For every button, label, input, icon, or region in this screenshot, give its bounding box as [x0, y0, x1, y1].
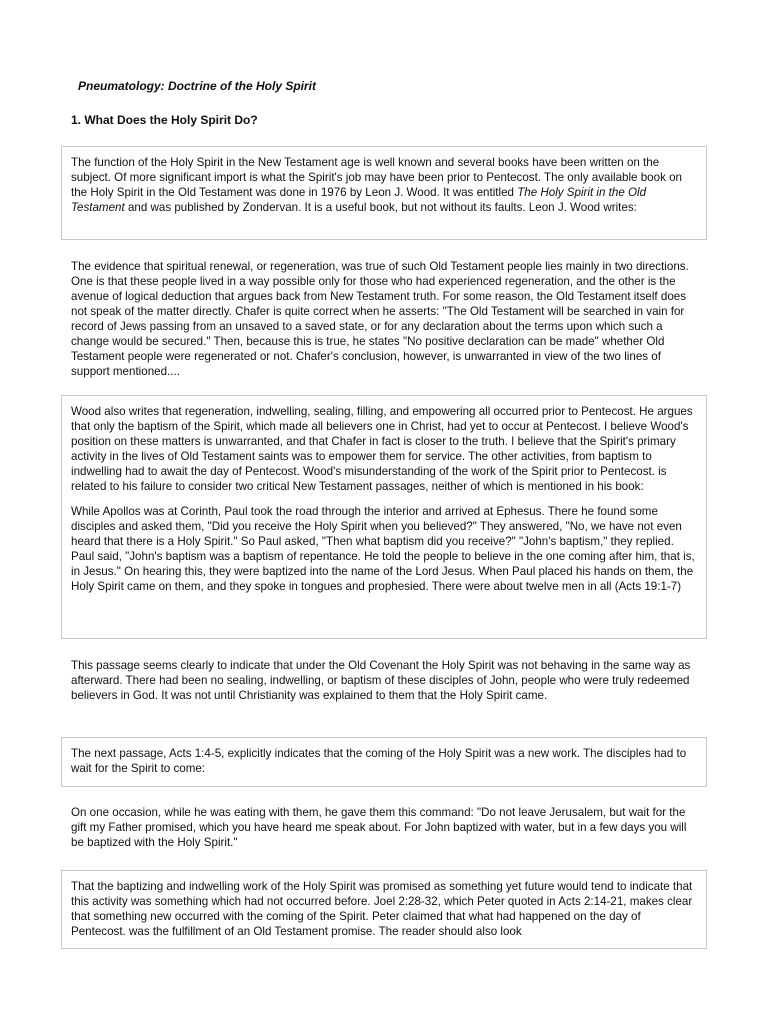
book-title: The Holy Spirit in the Old Testament	[71, 186, 647, 214]
pentecost-box	[61, 870, 707, 949]
argument-paragraph: Wood also writes that regeneration, indwelling, sealing, filling, and empowering all occurred prior to Pentecost. He argues that only the baptism of the Spirit, which made all believers one in Christ, had yet to occur at Pentecost. I believe Wood's position on these matters is unwarranted, and that Chafer in fact is closer to the truth. I believe that the Spirit's primary activity in the lives of Old Testament saints was to empower them for service. The other activities, from baptism to indwelling had to await the day of Pentecost. Wood's misunderstanding of the work of the Spirit prior to Pentecost. is related to his failure to consider two critical New Testament passages, neither of which is mentioned in his book:	[71, 405, 693, 493]
document-title: Pneumatology: Doctrine of the Holy Spirit	[78, 79, 317, 93]
intro-paragraph	[71, 155, 697, 215]
wood-quote	[61, 259, 707, 379]
intro-text-before: The function of the Holy Spirit in the New Testament age is well known and several books have been written on the subject. Of more significant import is what the Spirit's job may have been prior to Pentecost. The only available book on the Holy Spirit in the Old Testament was done in 1976 by Leon J. Wood. It was entitled	[71, 156, 682, 199]
old-covenant-text: This passage seems clearly to indicate that under the Old Covenant the Holy Spirit was not behaving in the same way as afterward. There had been no sealing, indwelling, or baptism of these disciples of John, people who were truly redeemed believers in God. It was not until Christianity was explained to them that the Holy Spirit came.	[71, 659, 691, 702]
acts-1-intro-text: The next passage, Acts 1:4-5, explicitly indicates that the coming of the Holy Spirit was a new work. The disciples had to wait for the Spirit to come:	[71, 747, 687, 775]
section-heading: 1. What Does the Holy Spirit Do?	[71, 113, 258, 127]
acts-1-quote-text: On one occasion, while he was eating with them, he gave them this command: "Do not leave Jerusalem, but wait for the gift my Father promised, which you have heard me speak about. For John baptized with water, but in a few days you will be baptized with the Holy Spirit."	[71, 806, 687, 849]
acts-19-quote: While Apollos was at Corinth, Paul took the road through the interior and arrived at Ephesus. There he found some disciples and asked them, "Did you receive the Holy Spirit when you believed?" They answered, "No, we have not even heard that there is a Holy Spirit." So Paul asked, "Then what baptism did you receive?" "John's baptism," they replied. Paul said, "John's baptism was a baptism of repentance. He told the people to believe in the one coming after him, that is, in Jesus." On hearing this, they were baptized into the name of the Lord Jesus. When Paul placed his hands on them, the Holy Spirit came on them, and they spoke in tongues and prophesied. There were about twelve men in all (Acts 19:1-7)	[71, 505, 695, 593]
old-covenant-paragraph	[61, 658, 707, 703]
acts-1-intro-box	[61, 737, 707, 787]
intro-box	[61, 146, 707, 240]
intro-text-after: and was published by Zondervan. It is a useful book, but not without its faults. Leon J. Wood writes:	[124, 201, 637, 214]
wood-quote-paragraph: The evidence that spiritual renewal, or regeneration, was true of such Old Testament people lies mainly in two directions. One is that these people lived in a way possible only for those who had experienced regeneration, and the other is the avenue of logical deduction that argues back from New Testament truth. For some reason, the Old Testament itself does not speak of the matter directly. Chafer is quite correct when he asserts: "The Old Testament will be searched in vain for record of Jews passing from an unsaved to a saved state, or for any declaration about the terms upon which such a change would be secured." Then, because this is true, he states "No positive declaration can be made" whether Old Testament people were regenerated or not. Chafer's conclusion, however, is unwarranted in view of the two lines of support mentioned....	[71, 260, 689, 378]
acts-1-quote	[61, 805, 707, 850]
argument-box	[61, 395, 707, 639]
pentecost-text: That the baptizing and indwelling work of the Holy Spirit was promised as something yet future would tend to indicate that this activity was something which had not occurred before. Joel 2:28-32, which Peter quoted in Acts 2:14-21, makes clear that something new occurred with the coming of the Spirit. Peter claimed that what had happened on the day of Pentecost. was the fulfillment of an Old Testament promise. The reader should also look	[71, 880, 693, 938]
